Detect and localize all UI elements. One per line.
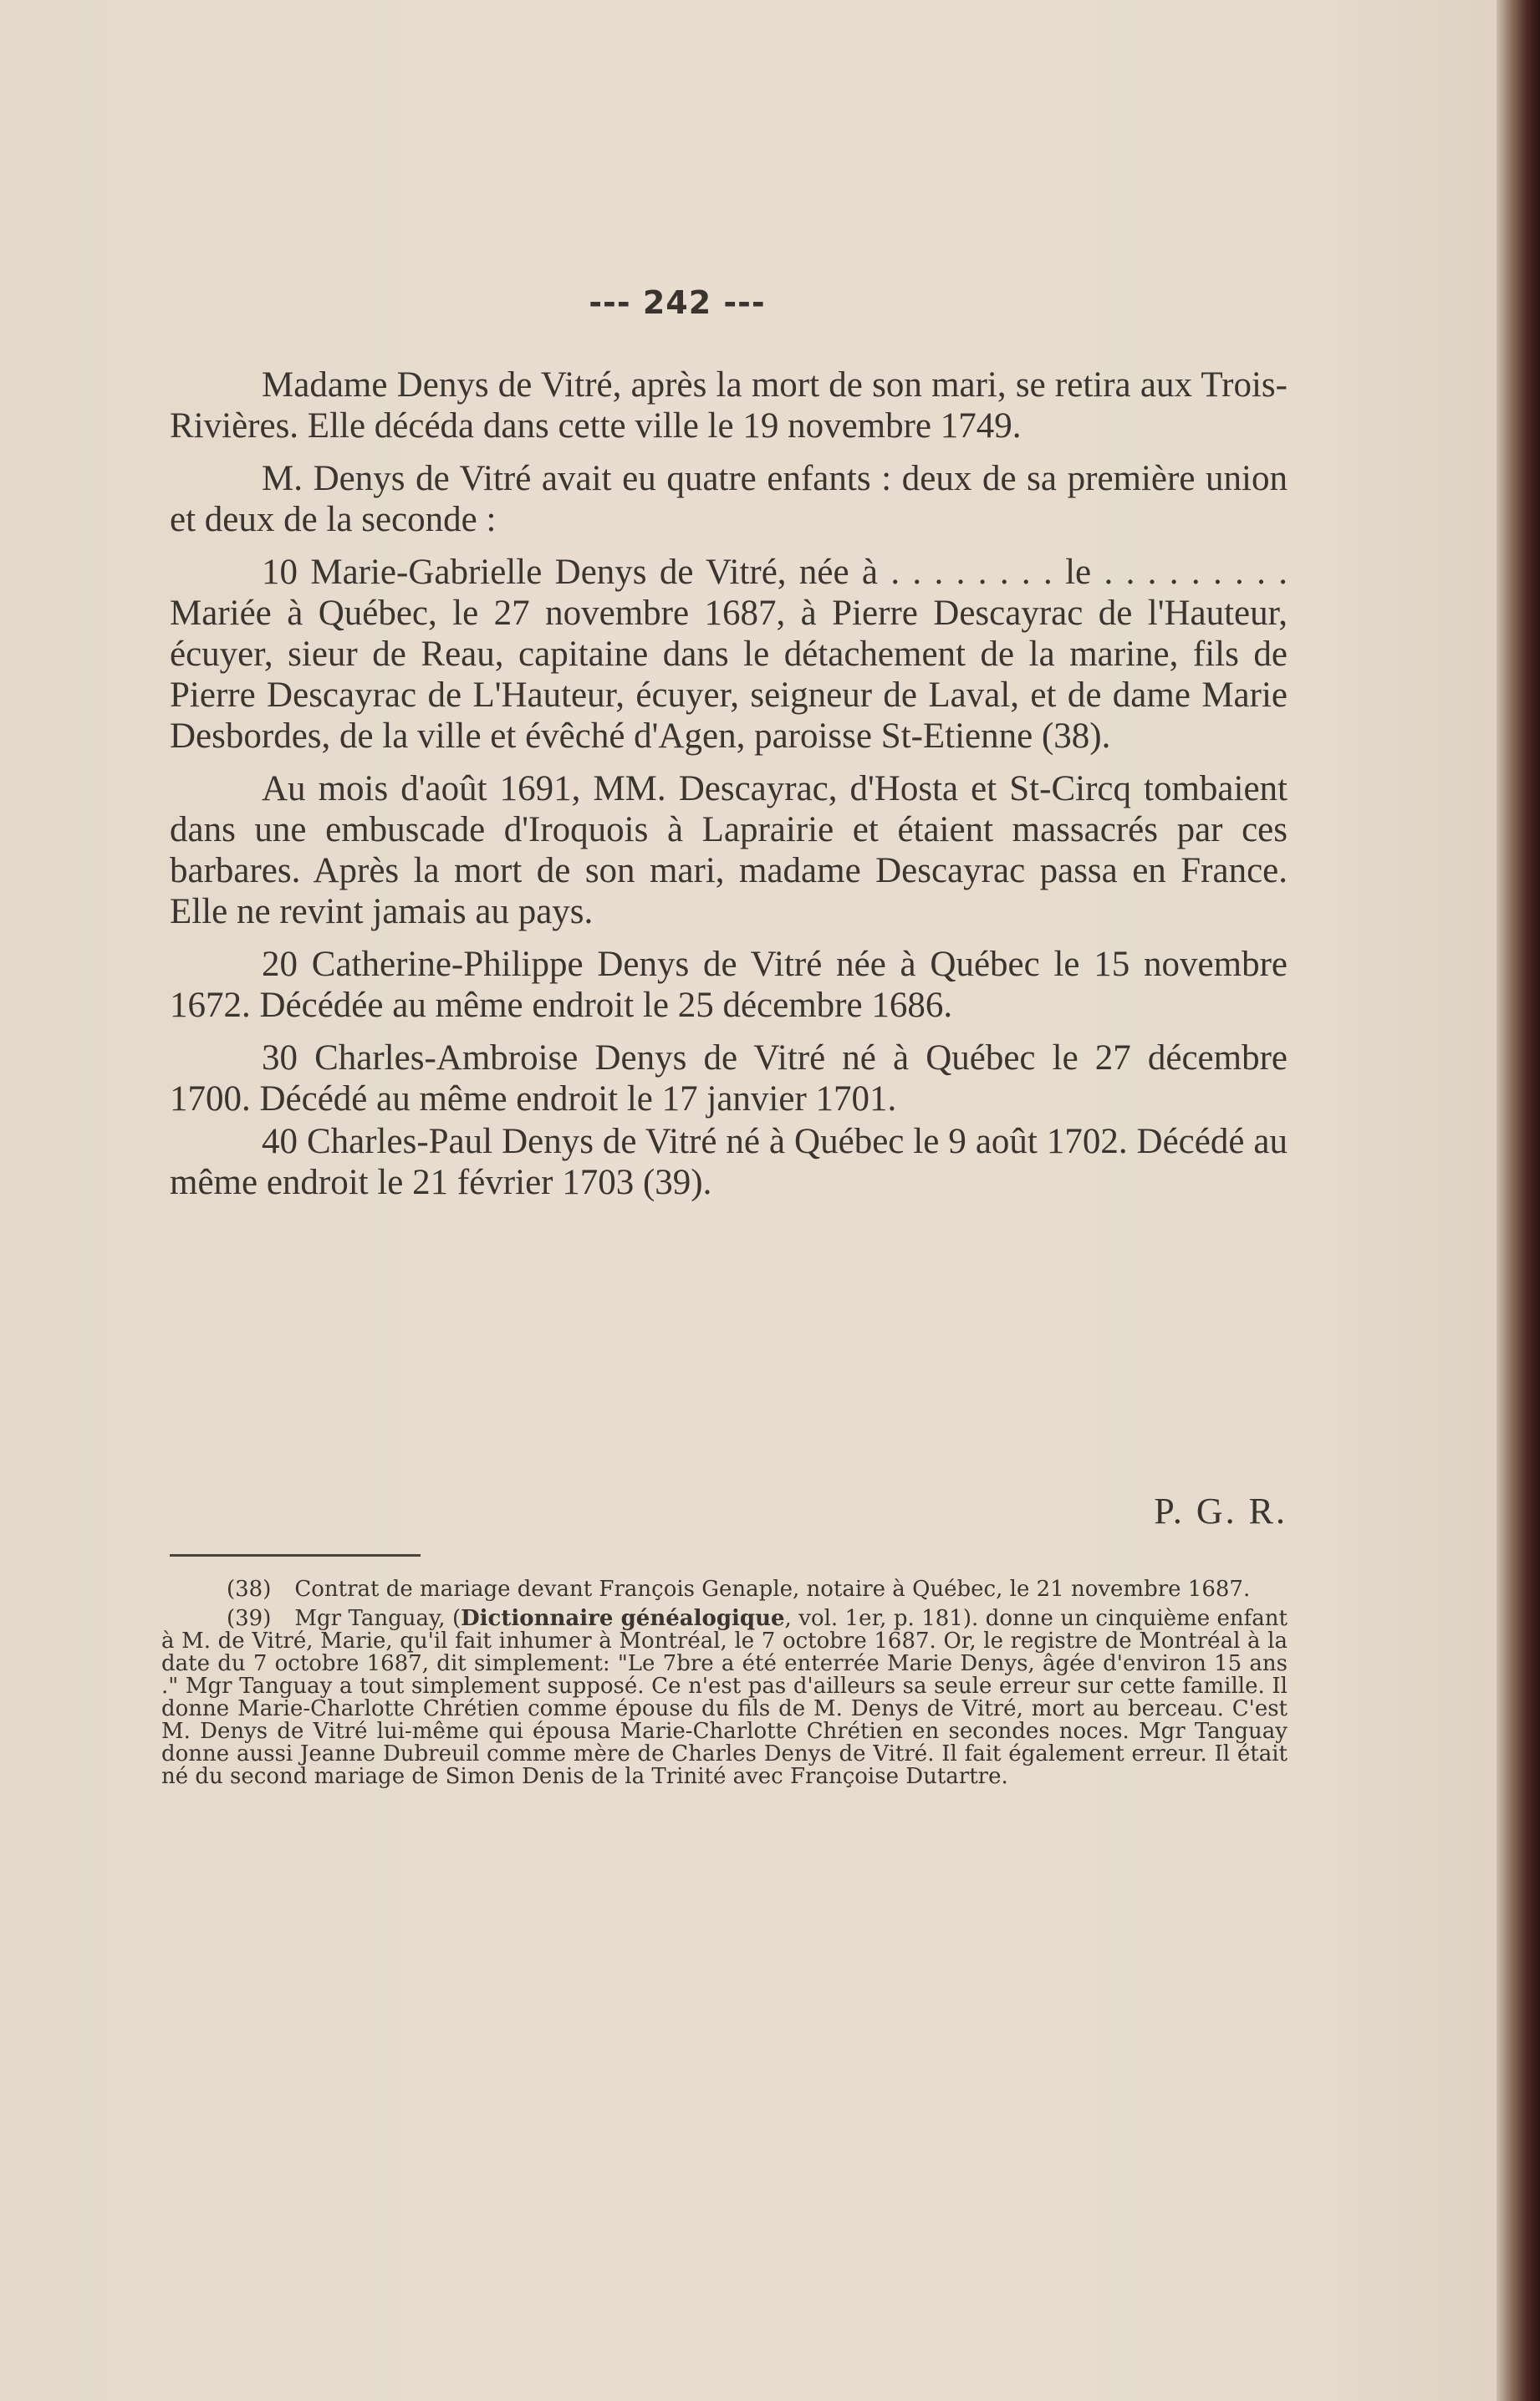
body-text xyxy=(170,364,1288,1215)
book-spine xyxy=(1497,0,1540,2401)
footnote-39 xyxy=(161,1608,1288,1788)
paragraph-massacre: Au mois d'août 1691, MM. Descayrac, d'Hosta et St-Circq tombaient dans une embuscade d'Iroquois à Laprairie et étaient massacrés par ces barbares. Après la mort de son mari, madame Descayrac passa en France. Elle ne revint jamais au pays. xyxy=(170,769,1288,931)
paragraph-charles-ambroise: 30 Charles-Ambroise Denys de Vitré né à Québec le 27 décembre 1700. Décédé au même endroit le 17 janvier 1701. xyxy=(170,1038,1288,1119)
footnote-text-rest: , vol. 1er, p. 181). donne un cinquième enfant à M. de Vitré, Marie, qu'il fait inhumer à Montréal, le 7 octobre 1687. Or, le registre de Montréal à la date du 7 octobre 1687, dit simplement: "Le 7bre a été enterrée Marie Denys, âgée d'environ 15 ans ." Mgr Tanguay a tout simplement supposé. Ce n'est pas d'ailleurs sa seule erreur sur cette famille. Il donne Marie-Charlotte Chrétien comme épouse du fils de M. Denys de Vitré, mort au berceau. C'est M. Denys de Vitré lui-même qui épousa Marie-Charlotte Chrétien en secondes noces. Mgr Tanguay donne aussi Jeanne Dubreuil comme mère de Charles Denys de Vitré. Il fait également erreur. Il était né du second mariage de Simon Denis de la Trinité avec Françoise Dutartre. xyxy=(161,1606,1288,1789)
page-number: --- 242 --- xyxy=(589,284,766,321)
footnote-ref: (39) xyxy=(227,1606,272,1631)
paragraph-children: M. Denys de Vitré avait eu quatre enfants : deux de sa première union et deux de la seconde : xyxy=(170,459,1288,539)
footnote-ref: (38) xyxy=(227,1577,272,1602)
paragraph-charles-paul: 40 Charles-Paul Denys de Vitré né à Québec le 9 août 1702. Décédé au même endroit le 21 février 1703 (39). xyxy=(170,1122,1288,1202)
paragraph-widow: Madame Denys de Vitré, après la mort de son mari, se retira aux Trois-Rivières. Elle décéda dans cette ville le 19 novembre 1749. xyxy=(170,365,1288,446)
footnote-38 xyxy=(161,1578,1288,1601)
footnote-text-start: Mgr Tanguay, ( xyxy=(294,1606,461,1631)
author-signature: P. G. R. xyxy=(1154,1491,1288,1532)
paragraph-marie-gabrielle: 10 Marie-Gabrielle Denys de Vitré, née à . . . . . . . . le . . . . . . . . . Mariée à Québec, le 27 novembre 1687, à Pierre Descayrac de l'Hauteur, écuyer, sieur de Reau, capitaine dans le détachement de la marine, fils de Pierre Descayrac de L'Hauteur, écuyer, seigneur de Laval, et de dame Marie Desbordes, de la ville et évêché d'Agen, paroisse St-Etienne (38). xyxy=(170,553,1288,756)
footnotes xyxy=(161,1578,1288,1795)
footnote-divider xyxy=(170,1554,421,1557)
footnote-text: Contrat de mariage devant François Genaple, notaire à Québec, le 21 novembre 1687. xyxy=(294,1577,1251,1602)
footnote-book-title: Dictionnaire généalogique xyxy=(461,1606,785,1631)
paragraph-catherine-philippe: 20 Catherine-Philippe Denys de Vitré née à Québec le 15 novembre 1672. Décédée au même endroit le 25 décembre 1686. xyxy=(170,945,1288,1025)
